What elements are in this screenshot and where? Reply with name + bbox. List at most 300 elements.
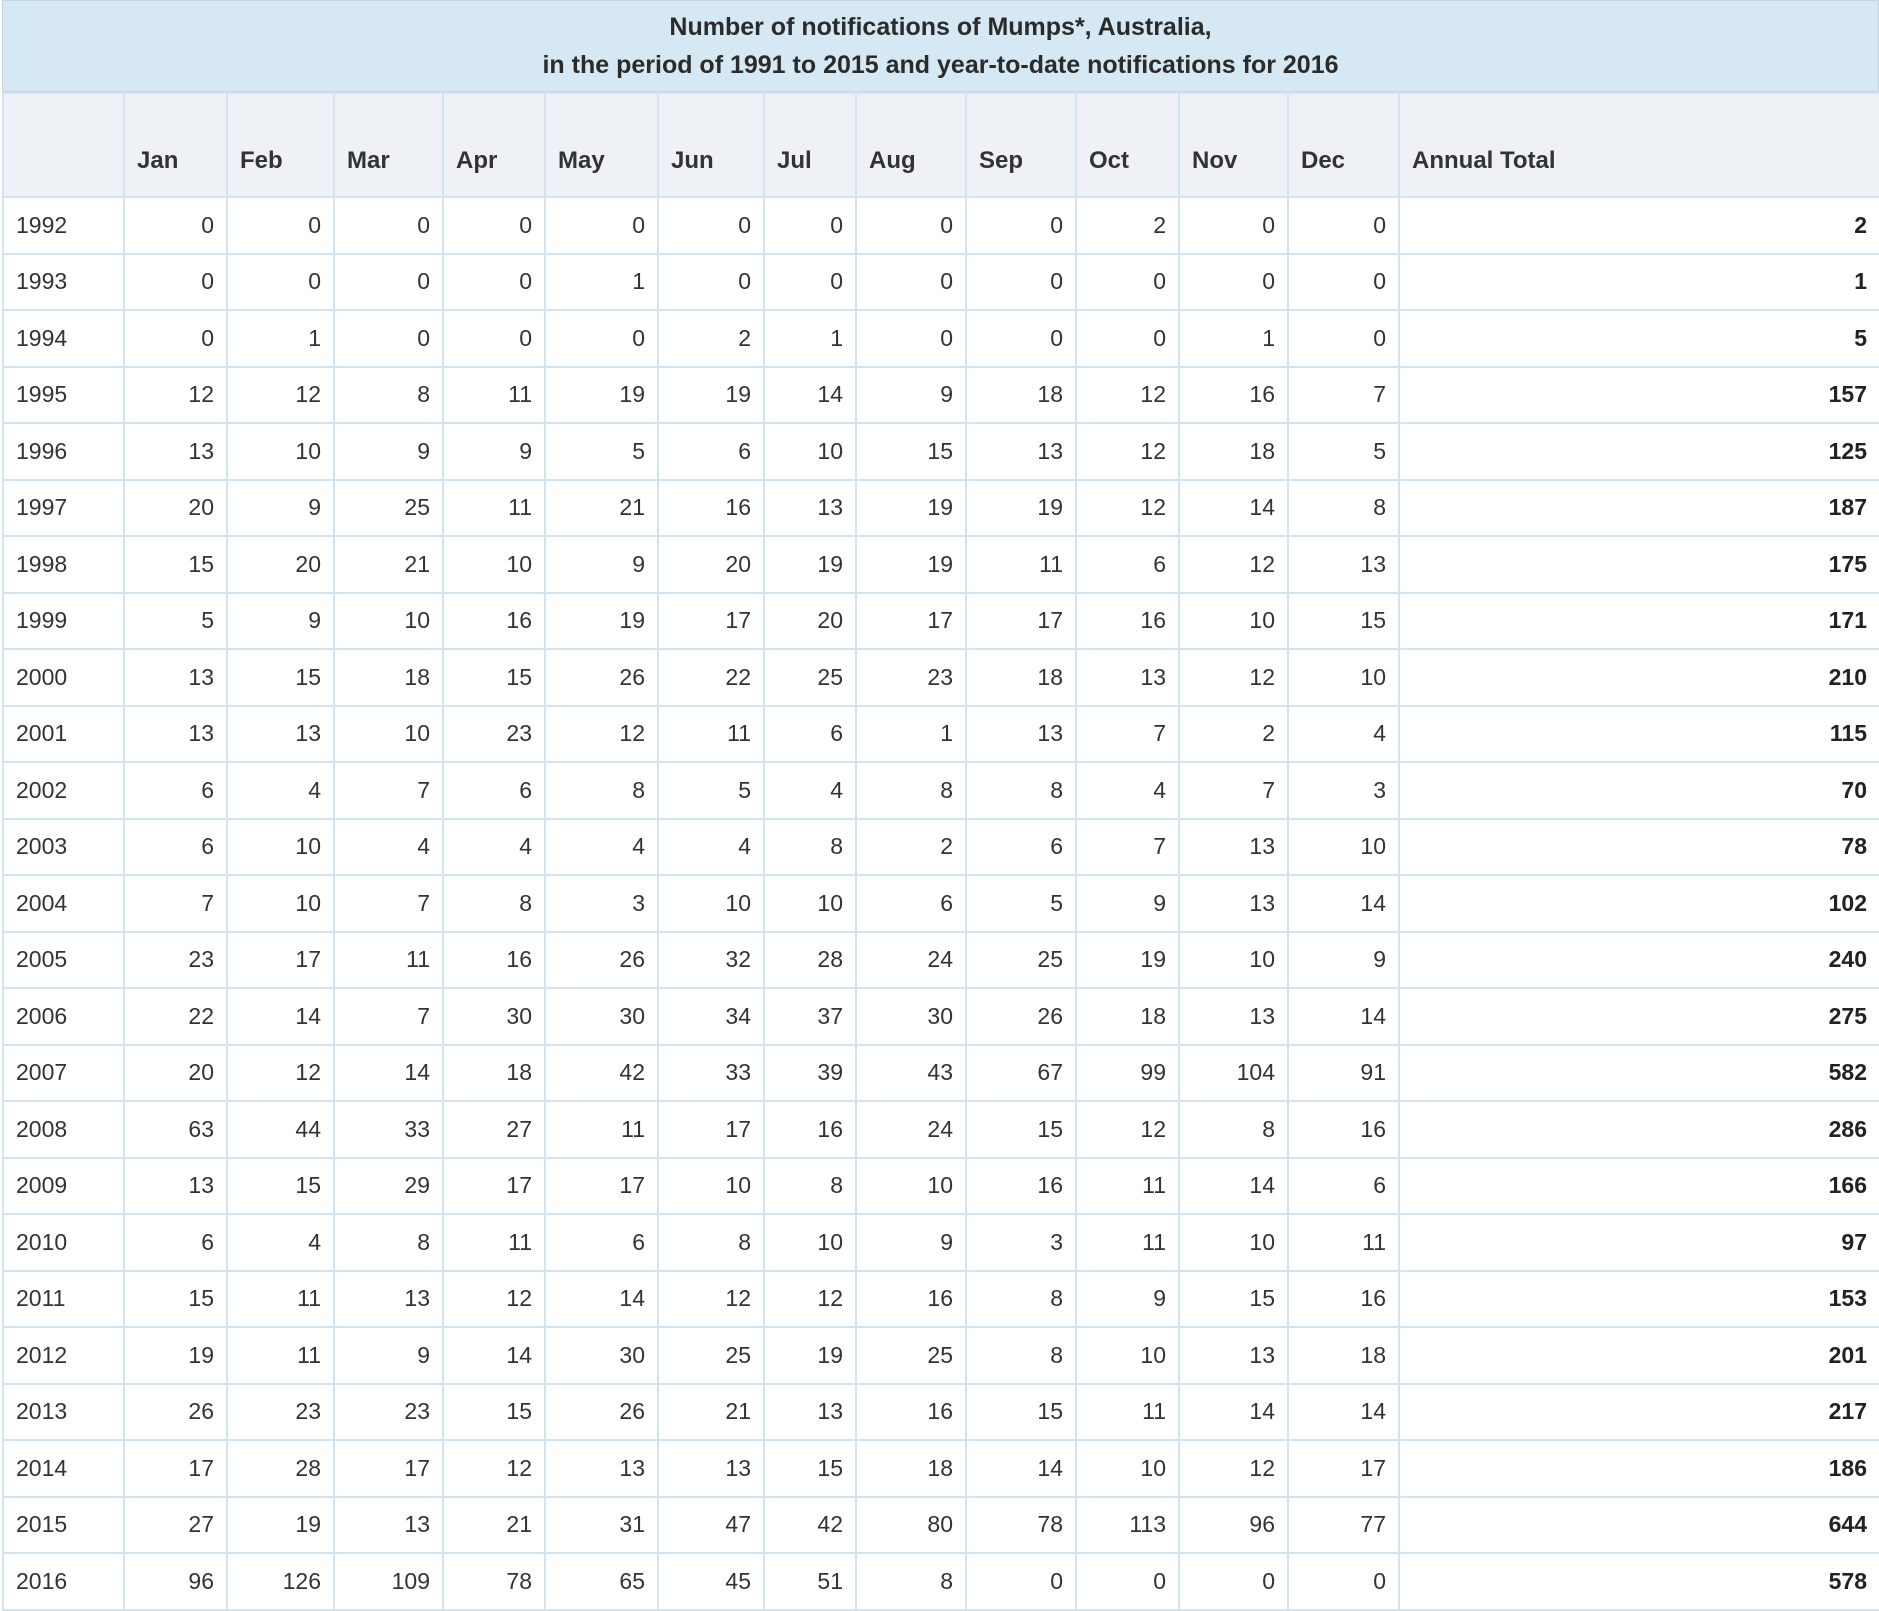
column-header-mar: Mar: [334, 93, 443, 197]
table-row: [3, 197, 1879, 254]
month-value-cell: 15: [1288, 593, 1399, 650]
month-value-cell: 11: [227, 1271, 334, 1328]
month-value-cell: 113: [1076, 1497, 1179, 1554]
month-value-cell: 16: [1179, 367, 1288, 424]
month-value-cell: 10: [1288, 649, 1399, 706]
month-value-cell: 18: [1288, 1327, 1399, 1384]
month-value-cell: 34: [658, 988, 764, 1045]
month-value-cell: 13: [966, 706, 1076, 763]
month-value-cell: 15: [856, 423, 966, 480]
month-value-cell: 21: [334, 536, 443, 593]
month-value-cell: 20: [124, 1045, 227, 1102]
year-cell: 2016: [3, 1553, 124, 1610]
month-value-cell: 0: [1288, 197, 1399, 254]
month-value-cell: 13: [1288, 536, 1399, 593]
month-value-cell: 19: [227, 1497, 334, 1554]
annual-total-cell: 201: [1399, 1327, 1879, 1384]
month-value-cell: 9: [856, 1214, 966, 1271]
month-value-cell: 65: [545, 1553, 658, 1610]
annual-total-cell: 187: [1399, 480, 1879, 537]
year-cell: 1999: [3, 593, 124, 650]
month-value-cell: 7: [1076, 706, 1179, 763]
column-header-may: May: [545, 93, 658, 197]
annual-total-cell: 70: [1399, 762, 1879, 819]
month-value-cell: 30: [545, 988, 658, 1045]
month-value-cell: 3: [545, 875, 658, 932]
month-value-cell: 0: [1288, 1553, 1399, 1610]
annual-total-cell: 186: [1399, 1440, 1879, 1497]
month-value-cell: 39: [764, 1045, 856, 1102]
month-value-cell: 99: [1076, 1045, 1179, 1102]
month-value-cell: 9: [1076, 875, 1179, 932]
month-value-cell: 10: [764, 875, 856, 932]
month-value-cell: 6: [124, 1214, 227, 1271]
month-value-cell: 6: [124, 819, 227, 876]
month-value-cell: 23: [227, 1384, 334, 1441]
month-value-cell: 0: [227, 254, 334, 311]
month-value-cell: 91: [1288, 1045, 1399, 1102]
month-value-cell: 8: [1288, 480, 1399, 537]
table-row: [3, 706, 1879, 763]
month-value-cell: 14: [334, 1045, 443, 1102]
month-value-cell: 0: [1179, 1553, 1288, 1610]
table-row: [3, 762, 1879, 819]
month-value-cell: 78: [966, 1497, 1076, 1554]
month-value-cell: 17: [1288, 1440, 1399, 1497]
month-value-cell: 12: [443, 1271, 545, 1328]
month-value-cell: 126: [227, 1553, 334, 1610]
month-value-cell: 5: [966, 875, 1076, 932]
month-value-cell: 0: [443, 254, 545, 311]
month-value-cell: 10: [1179, 932, 1288, 989]
month-value-cell: 14: [764, 367, 856, 424]
annual-total-cell: 5: [1399, 310, 1879, 367]
month-value-cell: 10: [658, 1158, 764, 1215]
month-value-cell: 13: [1179, 875, 1288, 932]
month-value-cell: 25: [658, 1327, 764, 1384]
month-value-cell: 17: [545, 1158, 658, 1215]
year-cell: 1998: [3, 536, 124, 593]
month-value-cell: 0: [658, 197, 764, 254]
month-value-cell: 12: [1179, 649, 1288, 706]
month-value-cell: 1: [1179, 310, 1288, 367]
month-value-cell: 0: [443, 197, 545, 254]
header-row: [3, 93, 1879, 197]
month-value-cell: 0: [1076, 310, 1179, 367]
month-value-cell: 7: [334, 875, 443, 932]
month-value-cell: 10: [1076, 1327, 1179, 1384]
month-value-cell: 29: [334, 1158, 443, 1215]
month-value-cell: 9: [1076, 1271, 1179, 1328]
month-value-cell: 12: [1179, 536, 1288, 593]
month-value-cell: 42: [545, 1045, 658, 1102]
table-row: [3, 1553, 1879, 1610]
table-row: [3, 310, 1879, 367]
month-value-cell: 2: [856, 819, 966, 876]
month-value-cell: 24: [856, 1101, 966, 1158]
table-row: [3, 1101, 1879, 1158]
month-value-cell: 13: [545, 1440, 658, 1497]
month-value-cell: 5: [545, 423, 658, 480]
month-value-cell: 6: [545, 1214, 658, 1271]
month-value-cell: 0: [1288, 310, 1399, 367]
month-value-cell: 15: [1179, 1271, 1288, 1328]
month-value-cell: 9: [334, 423, 443, 480]
month-value-cell: 23: [443, 706, 545, 763]
column-header-jul: Jul: [764, 93, 856, 197]
month-value-cell: 1: [227, 310, 334, 367]
year-cell: 1994: [3, 310, 124, 367]
column-header-feb: Feb: [227, 93, 334, 197]
year-cell: 1996: [3, 423, 124, 480]
month-value-cell: 30: [856, 988, 966, 1045]
year-cell: 1997: [3, 480, 124, 537]
annual-total-cell: 78: [1399, 819, 1879, 876]
table-row: [3, 423, 1879, 480]
month-value-cell: 4: [1076, 762, 1179, 819]
month-value-cell: 2: [658, 310, 764, 367]
month-value-cell: 9: [227, 480, 334, 537]
notifications-table-panel: [2, 0, 1879, 1611]
month-value-cell: 17: [443, 1158, 545, 1215]
month-value-cell: 12: [658, 1271, 764, 1328]
month-value-cell: 6: [443, 762, 545, 819]
month-value-cell: 21: [443, 1497, 545, 1554]
month-value-cell: 6: [856, 875, 966, 932]
month-value-cell: 42: [764, 1497, 856, 1554]
column-header-aug: Aug: [856, 93, 966, 197]
month-value-cell: 5: [1288, 423, 1399, 480]
month-value-cell: 21: [545, 480, 658, 537]
year-cell: 1993: [3, 254, 124, 311]
month-value-cell: 19: [764, 536, 856, 593]
month-value-cell: 14: [1288, 1384, 1399, 1441]
month-value-cell: 3: [1288, 762, 1399, 819]
year-cell: 2014: [3, 1440, 124, 1497]
month-value-cell: 19: [1076, 932, 1179, 989]
month-value-cell: 30: [545, 1327, 658, 1384]
month-value-cell: 16: [856, 1384, 966, 1441]
year-cell: 1995: [3, 367, 124, 424]
month-value-cell: 12: [1076, 480, 1179, 537]
month-value-cell: 13: [764, 1384, 856, 1441]
month-value-cell: 4: [443, 819, 545, 876]
month-value-cell: 25: [334, 480, 443, 537]
month-value-cell: 0: [334, 310, 443, 367]
month-value-cell: 47: [658, 1497, 764, 1554]
column-header-sep: Sep: [966, 93, 1076, 197]
month-value-cell: 8: [334, 1214, 443, 1271]
month-value-cell: 18: [856, 1440, 966, 1497]
month-value-cell: 11: [1076, 1384, 1179, 1441]
month-value-cell: 15: [227, 1158, 334, 1215]
month-value-cell: 12: [227, 1045, 334, 1102]
table-header: [3, 93, 1879, 197]
month-value-cell: 12: [124, 367, 227, 424]
month-value-cell: 12: [1076, 1101, 1179, 1158]
month-value-cell: 7: [1288, 367, 1399, 424]
month-value-cell: 13: [1179, 988, 1288, 1045]
annual-total-cell: 157: [1399, 367, 1879, 424]
month-value-cell: 20: [124, 480, 227, 537]
month-value-cell: 25: [966, 932, 1076, 989]
month-value-cell: 0: [124, 310, 227, 367]
month-value-cell: 19: [545, 593, 658, 650]
month-value-cell: 19: [658, 367, 764, 424]
month-value-cell: 96: [124, 1553, 227, 1610]
month-value-cell: 4: [658, 819, 764, 876]
year-cell: 2001: [3, 706, 124, 763]
month-value-cell: 14: [443, 1327, 545, 1384]
month-value-cell: 6: [1288, 1158, 1399, 1215]
table-row: [3, 1158, 1879, 1215]
month-value-cell: 0: [856, 310, 966, 367]
month-value-cell: 15: [124, 1271, 227, 1328]
month-value-cell: 19: [856, 536, 966, 593]
month-value-cell: 10: [227, 875, 334, 932]
month-value-cell: 16: [764, 1101, 856, 1158]
month-value-cell: 23: [856, 649, 966, 706]
month-value-cell: 19: [124, 1327, 227, 1384]
month-value-cell: 2: [1179, 706, 1288, 763]
table-row: [3, 480, 1879, 537]
month-value-cell: 11: [443, 480, 545, 537]
month-value-cell: 9: [1288, 932, 1399, 989]
month-value-cell: 7: [124, 875, 227, 932]
table-row: [3, 593, 1879, 650]
month-value-cell: 17: [966, 593, 1076, 650]
month-value-cell: 4: [545, 819, 658, 876]
month-value-cell: 14: [545, 1271, 658, 1328]
month-value-cell: 16: [856, 1271, 966, 1328]
month-value-cell: 9: [334, 1327, 443, 1384]
month-value-cell: 13: [1076, 649, 1179, 706]
month-value-cell: 18: [966, 367, 1076, 424]
month-value-cell: 12: [443, 1440, 545, 1497]
year-cell: 2004: [3, 875, 124, 932]
month-value-cell: 10: [443, 536, 545, 593]
month-value-cell: 0: [966, 197, 1076, 254]
month-value-cell: 23: [334, 1384, 443, 1441]
table-row: [3, 254, 1879, 311]
month-value-cell: 13: [124, 706, 227, 763]
month-value-cell: 10: [334, 706, 443, 763]
month-value-cell: 17: [658, 1101, 764, 1158]
month-value-cell: 16: [966, 1158, 1076, 1215]
month-value-cell: 77: [1288, 1497, 1399, 1554]
table-row: [3, 649, 1879, 706]
month-value-cell: 15: [124, 536, 227, 593]
month-value-cell: 13: [764, 480, 856, 537]
month-value-cell: 0: [1076, 254, 1179, 311]
annual-total-cell: 210: [1399, 649, 1879, 706]
table-row: [3, 932, 1879, 989]
month-value-cell: 8: [966, 1271, 1076, 1328]
month-value-cell: 109: [334, 1553, 443, 1610]
table-row: [3, 1214, 1879, 1271]
month-value-cell: 67: [966, 1045, 1076, 1102]
annual-total-cell: 286: [1399, 1101, 1879, 1158]
month-value-cell: 13: [334, 1497, 443, 1554]
month-value-cell: 0: [443, 310, 545, 367]
column-header-annual-total: Annual Total: [1399, 93, 1879, 197]
month-value-cell: 10: [658, 875, 764, 932]
month-value-cell: 28: [764, 932, 856, 989]
month-value-cell: 10: [764, 1214, 856, 1271]
month-value-cell: 0: [1179, 197, 1288, 254]
table-row: [3, 1271, 1879, 1328]
year-cell: 2015: [3, 1497, 124, 1554]
month-value-cell: 7: [1179, 762, 1288, 819]
year-cell: 2011: [3, 1271, 124, 1328]
month-value-cell: 12: [1076, 367, 1179, 424]
month-value-cell: 30: [443, 988, 545, 1045]
month-value-cell: 4: [1288, 706, 1399, 763]
month-value-cell: 12: [764, 1271, 856, 1328]
month-value-cell: 11: [966, 536, 1076, 593]
month-value-cell: 3: [966, 1214, 1076, 1271]
month-value-cell: 12: [1076, 423, 1179, 480]
year-cell: 2008: [3, 1101, 124, 1158]
month-value-cell: 0: [545, 310, 658, 367]
month-value-cell: 13: [227, 706, 334, 763]
month-value-cell: 14: [1179, 1384, 1288, 1441]
month-value-cell: 80: [856, 1497, 966, 1554]
month-value-cell: 4: [334, 819, 443, 876]
month-value-cell: 8: [334, 367, 443, 424]
annual-total-cell: 240: [1399, 932, 1879, 989]
month-value-cell: 11: [545, 1101, 658, 1158]
table-title-line-1: Number of notifications of Mumps*, Australia,: [669, 13, 1212, 41]
month-value-cell: 1: [545, 254, 658, 311]
month-value-cell: 11: [334, 932, 443, 989]
year-cell: 2002: [3, 762, 124, 819]
month-value-cell: 6: [124, 762, 227, 819]
month-value-cell: 0: [966, 310, 1076, 367]
month-value-cell: 0: [1288, 254, 1399, 311]
table-row: [3, 875, 1879, 932]
month-value-cell: 25: [764, 649, 856, 706]
month-value-cell: 8: [966, 762, 1076, 819]
month-value-cell: 17: [856, 593, 966, 650]
month-value-cell: 26: [124, 1384, 227, 1441]
month-value-cell: 17: [227, 932, 334, 989]
month-value-cell: 31: [545, 1497, 658, 1554]
year-cell: 1992: [3, 197, 124, 254]
month-value-cell: 13: [124, 423, 227, 480]
month-value-cell: 4: [227, 1214, 334, 1271]
column-header-jun: Jun: [658, 93, 764, 197]
month-value-cell: 7: [334, 988, 443, 1045]
month-value-cell: 13: [334, 1271, 443, 1328]
month-value-cell: 25: [856, 1327, 966, 1384]
annual-total-cell: 102: [1399, 875, 1879, 932]
month-value-cell: 13: [124, 1158, 227, 1215]
month-value-cell: 33: [658, 1045, 764, 1102]
month-value-cell: 17: [658, 593, 764, 650]
month-value-cell: 14: [966, 1440, 1076, 1497]
month-value-cell: 10: [1076, 1440, 1179, 1497]
year-cell: 2012: [3, 1327, 124, 1384]
month-value-cell: 20: [764, 593, 856, 650]
annual-total-cell: 115: [1399, 706, 1879, 763]
month-value-cell: 6: [966, 819, 1076, 876]
month-value-cell: 13: [124, 649, 227, 706]
month-value-cell: 13: [1179, 819, 1288, 876]
month-value-cell: 15: [966, 1101, 1076, 1158]
month-value-cell: 0: [334, 254, 443, 311]
month-value-cell: 9: [443, 423, 545, 480]
annual-total-cell: 2: [1399, 197, 1879, 254]
column-header-dec: Dec: [1288, 93, 1399, 197]
month-value-cell: 5: [124, 593, 227, 650]
month-value-cell: 14: [227, 988, 334, 1045]
month-value-cell: 0: [124, 197, 227, 254]
month-value-cell: 16: [443, 932, 545, 989]
month-value-cell: 19: [545, 367, 658, 424]
month-value-cell: 13: [1179, 1327, 1288, 1384]
month-value-cell: 14: [1179, 480, 1288, 537]
month-value-cell: 10: [1179, 593, 1288, 650]
month-value-cell: 8: [545, 762, 658, 819]
month-value-cell: 7: [334, 762, 443, 819]
month-value-cell: 12: [227, 367, 334, 424]
month-value-cell: 27: [124, 1497, 227, 1554]
month-value-cell: 8: [856, 1553, 966, 1610]
annual-total-cell: 125: [1399, 423, 1879, 480]
month-value-cell: 13: [966, 423, 1076, 480]
month-value-cell: 10: [227, 819, 334, 876]
month-value-cell: 18: [1179, 423, 1288, 480]
month-value-cell: 0: [856, 254, 966, 311]
annual-total-cell: 175: [1399, 536, 1879, 593]
table-row: [3, 1045, 1879, 1102]
month-value-cell: 12: [545, 706, 658, 763]
month-value-cell: 17: [124, 1440, 227, 1497]
table-row: [3, 1440, 1879, 1497]
month-value-cell: 16: [1288, 1271, 1399, 1328]
month-value-cell: 0: [334, 197, 443, 254]
month-value-cell: 9: [545, 536, 658, 593]
month-value-cell: 0: [658, 254, 764, 311]
annual-total-cell: 582: [1399, 1045, 1879, 1102]
month-value-cell: 0: [227, 197, 334, 254]
month-value-cell: 16: [1076, 593, 1179, 650]
year-cell: 2007: [3, 1045, 124, 1102]
year-cell: 2000: [3, 649, 124, 706]
table-row: [3, 1497, 1879, 1554]
table-row: [3, 819, 1879, 876]
column-header-jan: Jan: [124, 93, 227, 197]
month-value-cell: 44: [227, 1101, 334, 1158]
month-value-cell: 17: [334, 1440, 443, 1497]
month-value-cell: 0: [124, 254, 227, 311]
month-value-cell: 14: [1179, 1158, 1288, 1215]
year-cell: 2013: [3, 1384, 124, 1441]
annual-total-cell: 166: [1399, 1158, 1879, 1215]
month-value-cell: 96: [1179, 1497, 1288, 1554]
year-cell: 2010: [3, 1214, 124, 1271]
month-value-cell: 21: [658, 1384, 764, 1441]
annual-total-cell: 1: [1399, 254, 1879, 311]
month-value-cell: 11: [1076, 1158, 1179, 1215]
year-cell: 2003: [3, 819, 124, 876]
annual-total-cell: 644: [1399, 1497, 1879, 1554]
month-value-cell: 104: [1179, 1045, 1288, 1102]
month-value-cell: 18: [966, 649, 1076, 706]
column-header-nov: Nov: [1179, 93, 1288, 197]
year-cell: 2006: [3, 988, 124, 1045]
